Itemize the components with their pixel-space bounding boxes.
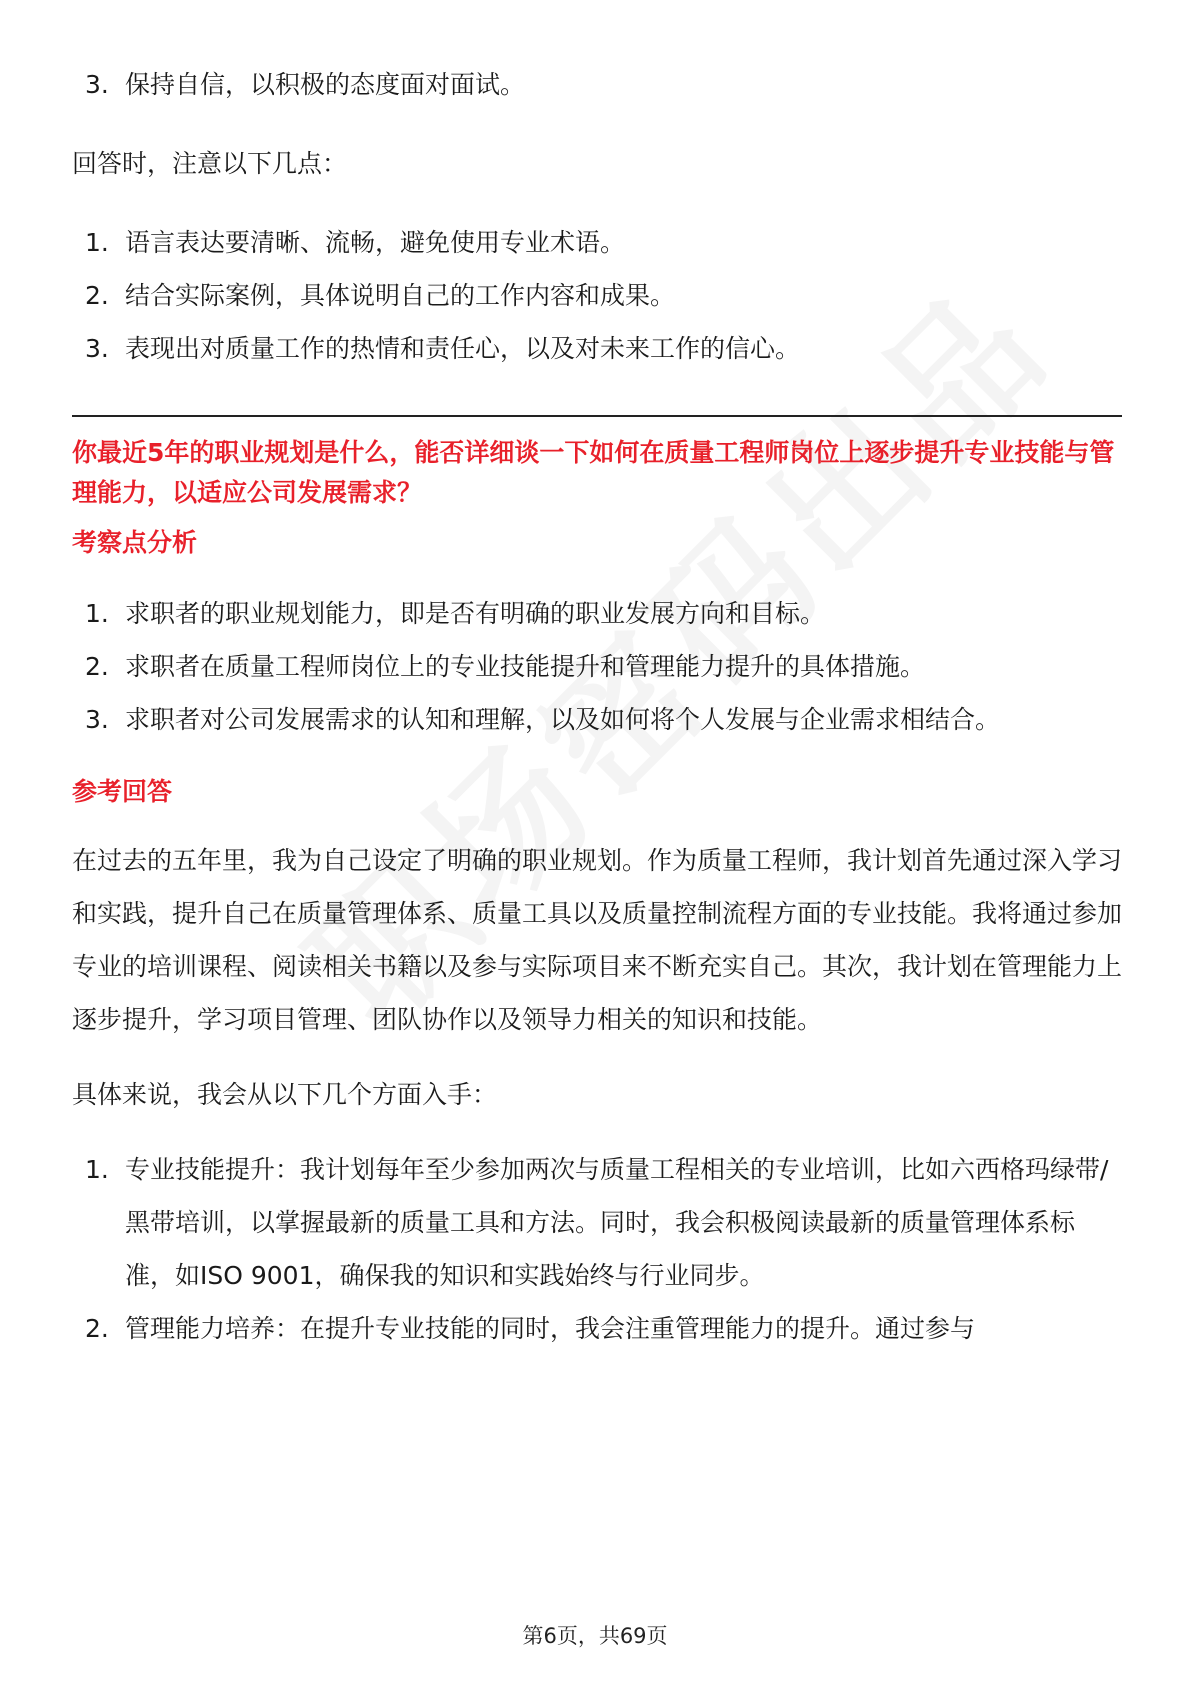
list-item: [72, 640, 1122, 693]
list-item: [72, 216, 1122, 269]
list-number: 1.: [85, 599, 109, 628]
specific-list: [72, 1143, 1122, 1355]
list-text: 求职者对公司发展需求的认知和理解，以及如何将个人发展与企业需求相结合。: [125, 705, 1001, 734]
list-number: 2.: [85, 1314, 109, 1343]
notes-intro: 回答时，注意以下几点：: [72, 149, 348, 178]
page-content: [72, 58, 1122, 1355]
list-item: [72, 269, 1122, 322]
list-item: [72, 58, 1122, 111]
list-number: 2.: [85, 281, 109, 310]
answer-paragraph: 在过去的五年里，我为自己设定了明确的职业规划。作为质量工程师，我计划首先通过深入学习和实践，提升自己在质量管理体系、质量工具以及质量控制流程方面的专业技能。我将通过参加专业的培训课程、阅读相关书籍以及参与实际项目来不断充实自己。其次，我计划在管理能力上逐步提升，学习项目管理、团队协作以及领导力相关的知识和技能。: [72, 846, 1123, 1034]
list-item: [72, 693, 1122, 746]
section-divider: [72, 415, 1122, 417]
list-text: 结合实际案例，具体说明自己的工作内容和成果。: [125, 281, 676, 310]
answer-heading: 参考回答: [72, 777, 173, 806]
list-item: [72, 1302, 1122, 1355]
list-number: 2.: [85, 652, 109, 681]
list-number: 3.: [85, 705, 109, 734]
list-item: [72, 322, 1122, 375]
list-text: 语言表达要清晰、流畅，避免使用专业术语。: [125, 228, 626, 257]
list-text: 求职者的职业规划能力，即是否有明确的职业发展方向和目标。: [125, 599, 826, 628]
list-text: 管理能力培养：在提升专业技能的同时，我会注重管理能力的提升。通过参与: [125, 1314, 976, 1343]
analysis-heading: 考察点分析: [72, 528, 198, 557]
top-list: [72, 58, 1122, 111]
list-item: [72, 587, 1122, 640]
list-number: 1.: [85, 1155, 109, 1184]
specific-intro: 具体来说，我会从以下几个方面入手：: [72, 1080, 498, 1109]
list-number: 3.: [85, 334, 109, 363]
analysis-list: [72, 587, 1122, 746]
question-heading: 你最近5年的职业规划是什么，能否详细谈一下如何在质量工程师岗位上逐步提升专业技能与管理能力，以适应公司发展需求？: [72, 438, 1115, 507]
list-item: [72, 1143, 1122, 1302]
list-text: 表现出对质量工作的热情和责任心，以及对未来工作的信心。: [125, 334, 801, 363]
list-text: 专业技能提升：我计划每年至少参加两次与质量工程相关的专业培训，比如六西格玛绿带/黑带培训，以掌握最新的质量工具和方法。同时，我会积极阅读最新的质量管理体系标准，如ISO 9001，确保我的知识和实践始终与行业同步。: [125, 1155, 1109, 1290]
list-text: 求职者在质量工程师岗位上的专业技能提升和管理能力提升的具体措施。: [125, 652, 926, 681]
notes-list: [72, 216, 1122, 375]
list-text: 保持自信，以积极的态度面对面试。: [125, 70, 526, 99]
page-number: 第6页，共69页: [522, 1624, 668, 1648]
list-number: 1.: [85, 228, 109, 257]
list-number: 3.: [85, 70, 109, 99]
